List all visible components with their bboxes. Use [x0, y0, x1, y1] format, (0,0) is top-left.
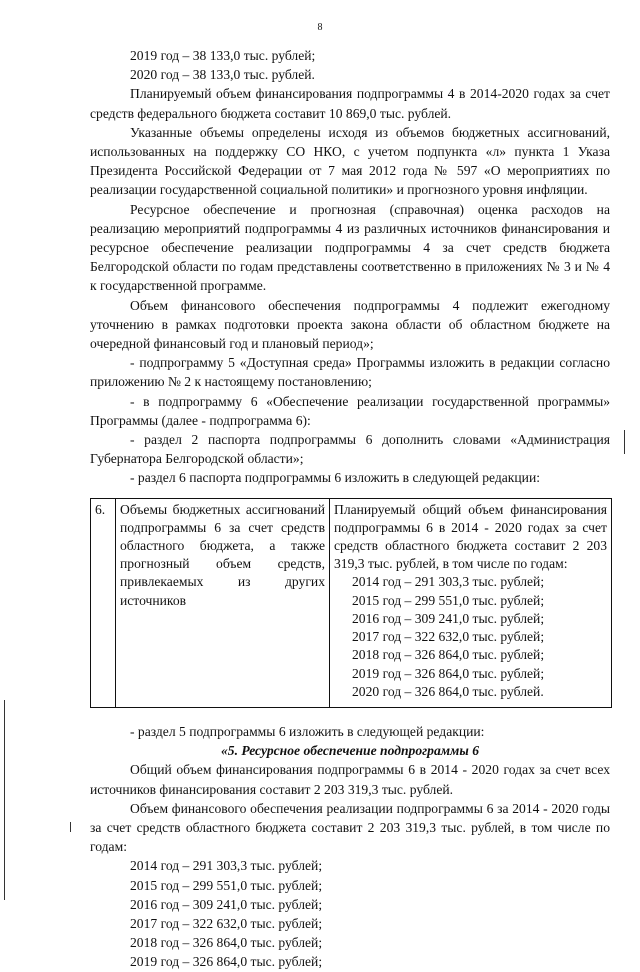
year-line: 2018 год – 326 864,0 тыс. рублей;: [130, 935, 323, 951]
intro-line: 2020 год – 38 133,0 тыс. рублей.: [130, 67, 315, 83]
year-line: 2016 год – 309 241,0 тыс. рублей;: [130, 896, 323, 912]
year-line: 2017 год – 322 632,0 тыс. рублей;: [352, 629, 545, 645]
paragraph: - раздел 6 паспорта подпрограммы 6 изложить в следующей редакции:: [130, 470, 541, 486]
paragraph: - раздел 2 паспорта подпрограммы 6 дополнить словами «Администрация Губернатора Белгородской области»;: [90, 432, 610, 467]
year-line: 2015 год – 299 551,0 тыс. рублей;: [130, 877, 323, 893]
year-line: 2019 год – 326 864,0 тыс. рублей;: [352, 665, 545, 681]
paragraph: - в подпрограмму 6 «Обеспечение реализации государственной программы» Программы (далее - подпрограмма 6):: [90, 393, 610, 428]
intro-line: 2019 год – 38 133,0 тыс. рублей;: [130, 48, 316, 63]
year-line: 2015 год – 299 551,0 тыс. рублей;: [352, 592, 545, 608]
row-label: Объемы бюджетных ассигнований подпрограммы 6 за счет средств областного бюджета, а также прогнозный объем средств, привлекаемых из других источников: [116, 498, 330, 707]
paragraph: Указанные объемы определены исходя из объемов бюджетных ассигнований, использованных на поддержку СО НКО, с учетом подпункта «л» пункта 1 Указа Президента Российской Федерации от 7 мая 2012 года № 597 «О мероприятиях по реализации государственной социальной политики» и прогнозного уровня инфляции.: [90, 124, 610, 198]
year-line: 2019 год – 326 864,0 тыс. рублей;: [130, 954, 323, 970]
paragraph: - раздел 5 подпрограммы 6 изложить в следующей редакции:: [130, 723, 485, 739]
year-line: 2014 год – 291 303,3 тыс. рублей;: [130, 858, 323, 874]
table-row: [91, 498, 612, 707]
document-body: [90, 46, 610, 972]
year-line: 2014 год – 291 303,3 тыс. рублей;: [352, 574, 545, 590]
paragraph: - подпрограмму 5 «Доступная среда» Программы изложить в редакции согласно приложению № 2 к настоящему постановлению;: [90, 355, 610, 390]
paragraph: Планируемый объем финансирования подпрограммы 4 в 2014-2020 годах за счет средств федерального бюджета составит 10 869,0 тыс. рублей.: [90, 86, 610, 121]
row-value-intro: Планируемый общий объем финансирования подпрограммы 6 в 2014 - 2020 годах за счет средств областного бюджета составит 2 203 319,3 тыс. рублей, в том числе по годам:: [334, 501, 607, 572]
scan-mark: [624, 430, 625, 454]
year-line: 2020 год – 326 864,0 тыс. рублей.: [352, 683, 544, 699]
row-value: [330, 498, 612, 707]
paragraph: Объем финансового обеспечения реализации подпрограммы 6 за 2014 - 2020 годы за счет средств областного бюджета составит 2 203 319,3 тыс. рублей, в том числе по годам:: [90, 800, 610, 855]
year-line: 2018 год – 326 864,0 тыс. рублей;: [352, 647, 545, 663]
section-heading: «5. Ресурсное обеспечение подпрограммы 6: [221, 743, 479, 759]
row-number: 6.: [91, 498, 116, 707]
year-line: 2017 год – 322 632,0 тыс. рублей;: [130, 915, 323, 931]
page-number: 8: [317, 22, 323, 33]
scan-mark: [70, 822, 71, 832]
paragraph: Объем финансового обеспечения подпрограммы 4 подлежит ежегодному уточнению в рамках подготовки проекта закона области об областном бюджете на очередной финансовый год и плановый период»;: [90, 297, 610, 352]
scan-edge-mark: [4, 700, 5, 900]
passport-table: [90, 498, 612, 708]
paragraph: Ресурсное обеспечение и прогнозная (справочная) оценка расходов на реализацию мероприятий подпрограммы 4 из различных источников финансирования и ресурсное обеспечение реализации подпрограммы 4 за счет средств бюджета Белгородской области по годам представлены соответственно в приложениях № 3 и № 4 к государственной программе.: [90, 201, 610, 294]
paragraph: Общий объем финансирования подпрограммы 6 в 2014 - 2020 годах за счет всех источников финансирования составит 2 203 319,3 тыс. рублей.: [90, 762, 610, 797]
year-line: 2016 год – 309 241,0 тыс. рублей;: [352, 610, 545, 626]
